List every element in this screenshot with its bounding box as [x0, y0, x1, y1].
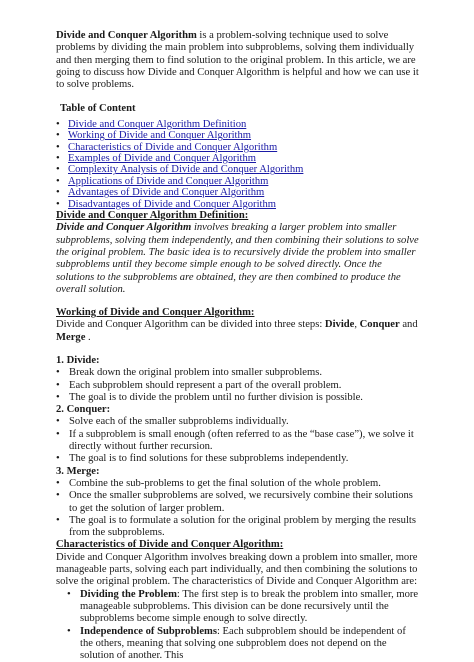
- conquer-heading: 2. Conquer:: [56, 404, 111, 416]
- conquer-list: [56, 416, 421, 465]
- merge-heading: 3. Merge:: [56, 465, 100, 477]
- bullet-icon: •: [56, 428, 60, 440]
- sep: .: [85, 331, 91, 343]
- bullet-icon: •: [56, 175, 60, 187]
- list-item-text: Solve each of the smaller subproblems individually.: [69, 416, 289, 428]
- toc-item: [56, 130, 421, 141]
- list-item: [56, 367, 421, 379]
- toc-title: Table of Content: [60, 103, 136, 115]
- list-item: [56, 515, 421, 540]
- table-of-contents: [56, 119, 421, 210]
- list-item: [56, 380, 421, 392]
- toc-item: [56, 142, 421, 153]
- item-label: Independence of Subproblems: [80, 625, 217, 637]
- bullet-icon: •: [56, 391, 60, 403]
- list-item: [56, 416, 421, 428]
- item-text: : The first step is to break the problem into smaller, more manageable subproblems. This division can be done recursively until the subproblems become simple enough to solve directly.: [80, 588, 419, 625]
- list-item: [56, 392, 421, 404]
- list-item-text: The goal is to formulate a solution for the original problem by merging the results from the subproblems.: [69, 514, 416, 539]
- toc-link-characteristics[interactable]: Characteristics of Divide and Conquer Algorithm: [68, 141, 278, 153]
- list-item-text: The goal is to find solutions for these subproblems independently.: [69, 453, 349, 465]
- toc-link-definition[interactable]: Divide and Conquer Algorithm Definition: [68, 118, 247, 130]
- toc-item: [56, 199, 421, 210]
- divide-heading: 1. Divide:: [56, 355, 100, 366]
- bullet-icon: •: [56, 367, 60, 379]
- list-item-text: The goal is to divide the problem until no further division is possible.: [69, 391, 363, 403]
- list-item-text: Once the smaller subproblems are solved, we recursively combine their solutions to get the solution of larger problem.: [69, 490, 413, 514]
- bullet-icon: •: [67, 588, 71, 600]
- definition-heading: Divide and Conquer Algorithm Definition:: [56, 210, 249, 222]
- definition-term: Divide and Conquer Algorithm: [56, 222, 192, 234]
- document-page: [56, 30, 421, 662]
- toc-item: [56, 164, 421, 175]
- list-item-text: Break down the original problem into smaller subproblems.: [69, 367, 323, 379]
- bullet-icon: •: [56, 416, 60, 428]
- working-intro: [56, 319, 421, 344]
- list-item-text: Each subproblem should represent a part of the overall problem.: [69, 379, 342, 391]
- divide-list: [56, 367, 421, 404]
- sep: and: [399, 319, 418, 331]
- bullet-icon: •: [56, 130, 60, 142]
- merge-list: [56, 478, 421, 539]
- toc-link-advantages[interactable]: Advantages of Divide and Conquer Algorithm: [68, 187, 265, 199]
- intro-text: is a problem-solving technique used to solve problems by dividing the main problem into subproblems, solving them individually and then merging them to find solution to the original problem. In this article, we are going to discuss how Divide and Conquer Algorithm is helpful and how we can use it to solve problems.: [56, 30, 419, 91]
- bullet-icon: •: [56, 164, 60, 176]
- bullet-icon: •: [56, 477, 60, 489]
- list-item: [56, 453, 421, 465]
- item-text: : Each subproblem should be independent of the others, meaning that solving one subproblem does not depend on the solution of another. This: [80, 625, 406, 662]
- bullet-icon: •: [56, 118, 60, 130]
- spacer: [56, 344, 421, 355]
- definition-paragraph: [56, 222, 421, 296]
- list-item-text: If a subproblem is small enough (often referred to as the “base case”), we solve it directly without further recursion.: [69, 428, 414, 453]
- bullet-icon: •: [56, 198, 60, 210]
- bullet-icon: •: [56, 514, 60, 526]
- bullet-icon: •: [56, 379, 60, 391]
- characteristics-list: [56, 589, 421, 662]
- definition-text: involves breaking a larger problem into smaller subproblems, solving them independently, and then combining their solutions to solve the original problem. The basic idea is to recursively divide the problem into smaller subproblems until they become simple enough to be solved directly. Once the solutions to the subproblems are obtained, they are then combined to produce the overall solution.: [56, 222, 419, 295]
- sep: ,: [354, 319, 360, 331]
- characteristics-paragraph: Divide and Conquer Algorithm involves breaking down a problem into smaller, more manageable parts, solving each part individually, and then combining the solutions to solve the original problem. The characteristics of Divide and Conquer Algorithm are:: [56, 551, 418, 588]
- list-item: [56, 478, 421, 490]
- intro-lead: Divide and Conquer Algorithm: [56, 30, 197, 41]
- characteristics-heading: Characteristics of Divide and Conquer Algorithm:: [56, 539, 284, 551]
- toc-link-applications[interactable]: Applications of Divide and Conquer Algorithm: [68, 175, 269, 187]
- working-heading: Working of Divide and Conquer Algorithm:: [56, 307, 255, 319]
- list-item: [56, 626, 421, 662]
- toc-item: [56, 187, 421, 198]
- step-merge: Merge: [56, 331, 86, 343]
- list-item: [56, 490, 421, 515]
- toc-link-disadvantages[interactable]: Disadvantages of Divide and Conquer Algorithm: [68, 198, 277, 210]
- bullet-icon: •: [56, 187, 60, 199]
- toc-link-examples[interactable]: Examples of Divide and Conquer Algorithm: [68, 153, 257, 164]
- item-label: Dividing the Problem: [80, 588, 177, 600]
- list-item: [56, 429, 421, 454]
- toc-item: [56, 153, 421, 164]
- bullet-icon: •: [67, 625, 71, 637]
- intro-paragraph: [56, 30, 421, 91]
- list-item-text: Combine the sub-problems to get the final solution of the whole problem.: [69, 477, 381, 489]
- bullet-icon: •: [56, 141, 60, 153]
- step-conquer: Conquer: [359, 319, 400, 331]
- toc-item: [56, 119, 421, 130]
- spacer: [56, 296, 421, 307]
- bullet-icon: •: [56, 490, 60, 502]
- toc-link-working[interactable]: Working of Divide and Conquer Algorithm: [68, 130, 252, 142]
- bullet-icon: •: [56, 153, 60, 164]
- working-intro-text: Divide and Conquer Algorithm can be divided into three steps:: [56, 319, 325, 331]
- toc-item: [56, 176, 421, 187]
- step-divide: Divide: [324, 319, 355, 331]
- toc-link-complexity[interactable]: Complexity Analysis of Divide and Conquer Algorithm: [68, 164, 304, 176]
- bullet-icon: •: [56, 453, 60, 465]
- list-item: [56, 589, 421, 626]
